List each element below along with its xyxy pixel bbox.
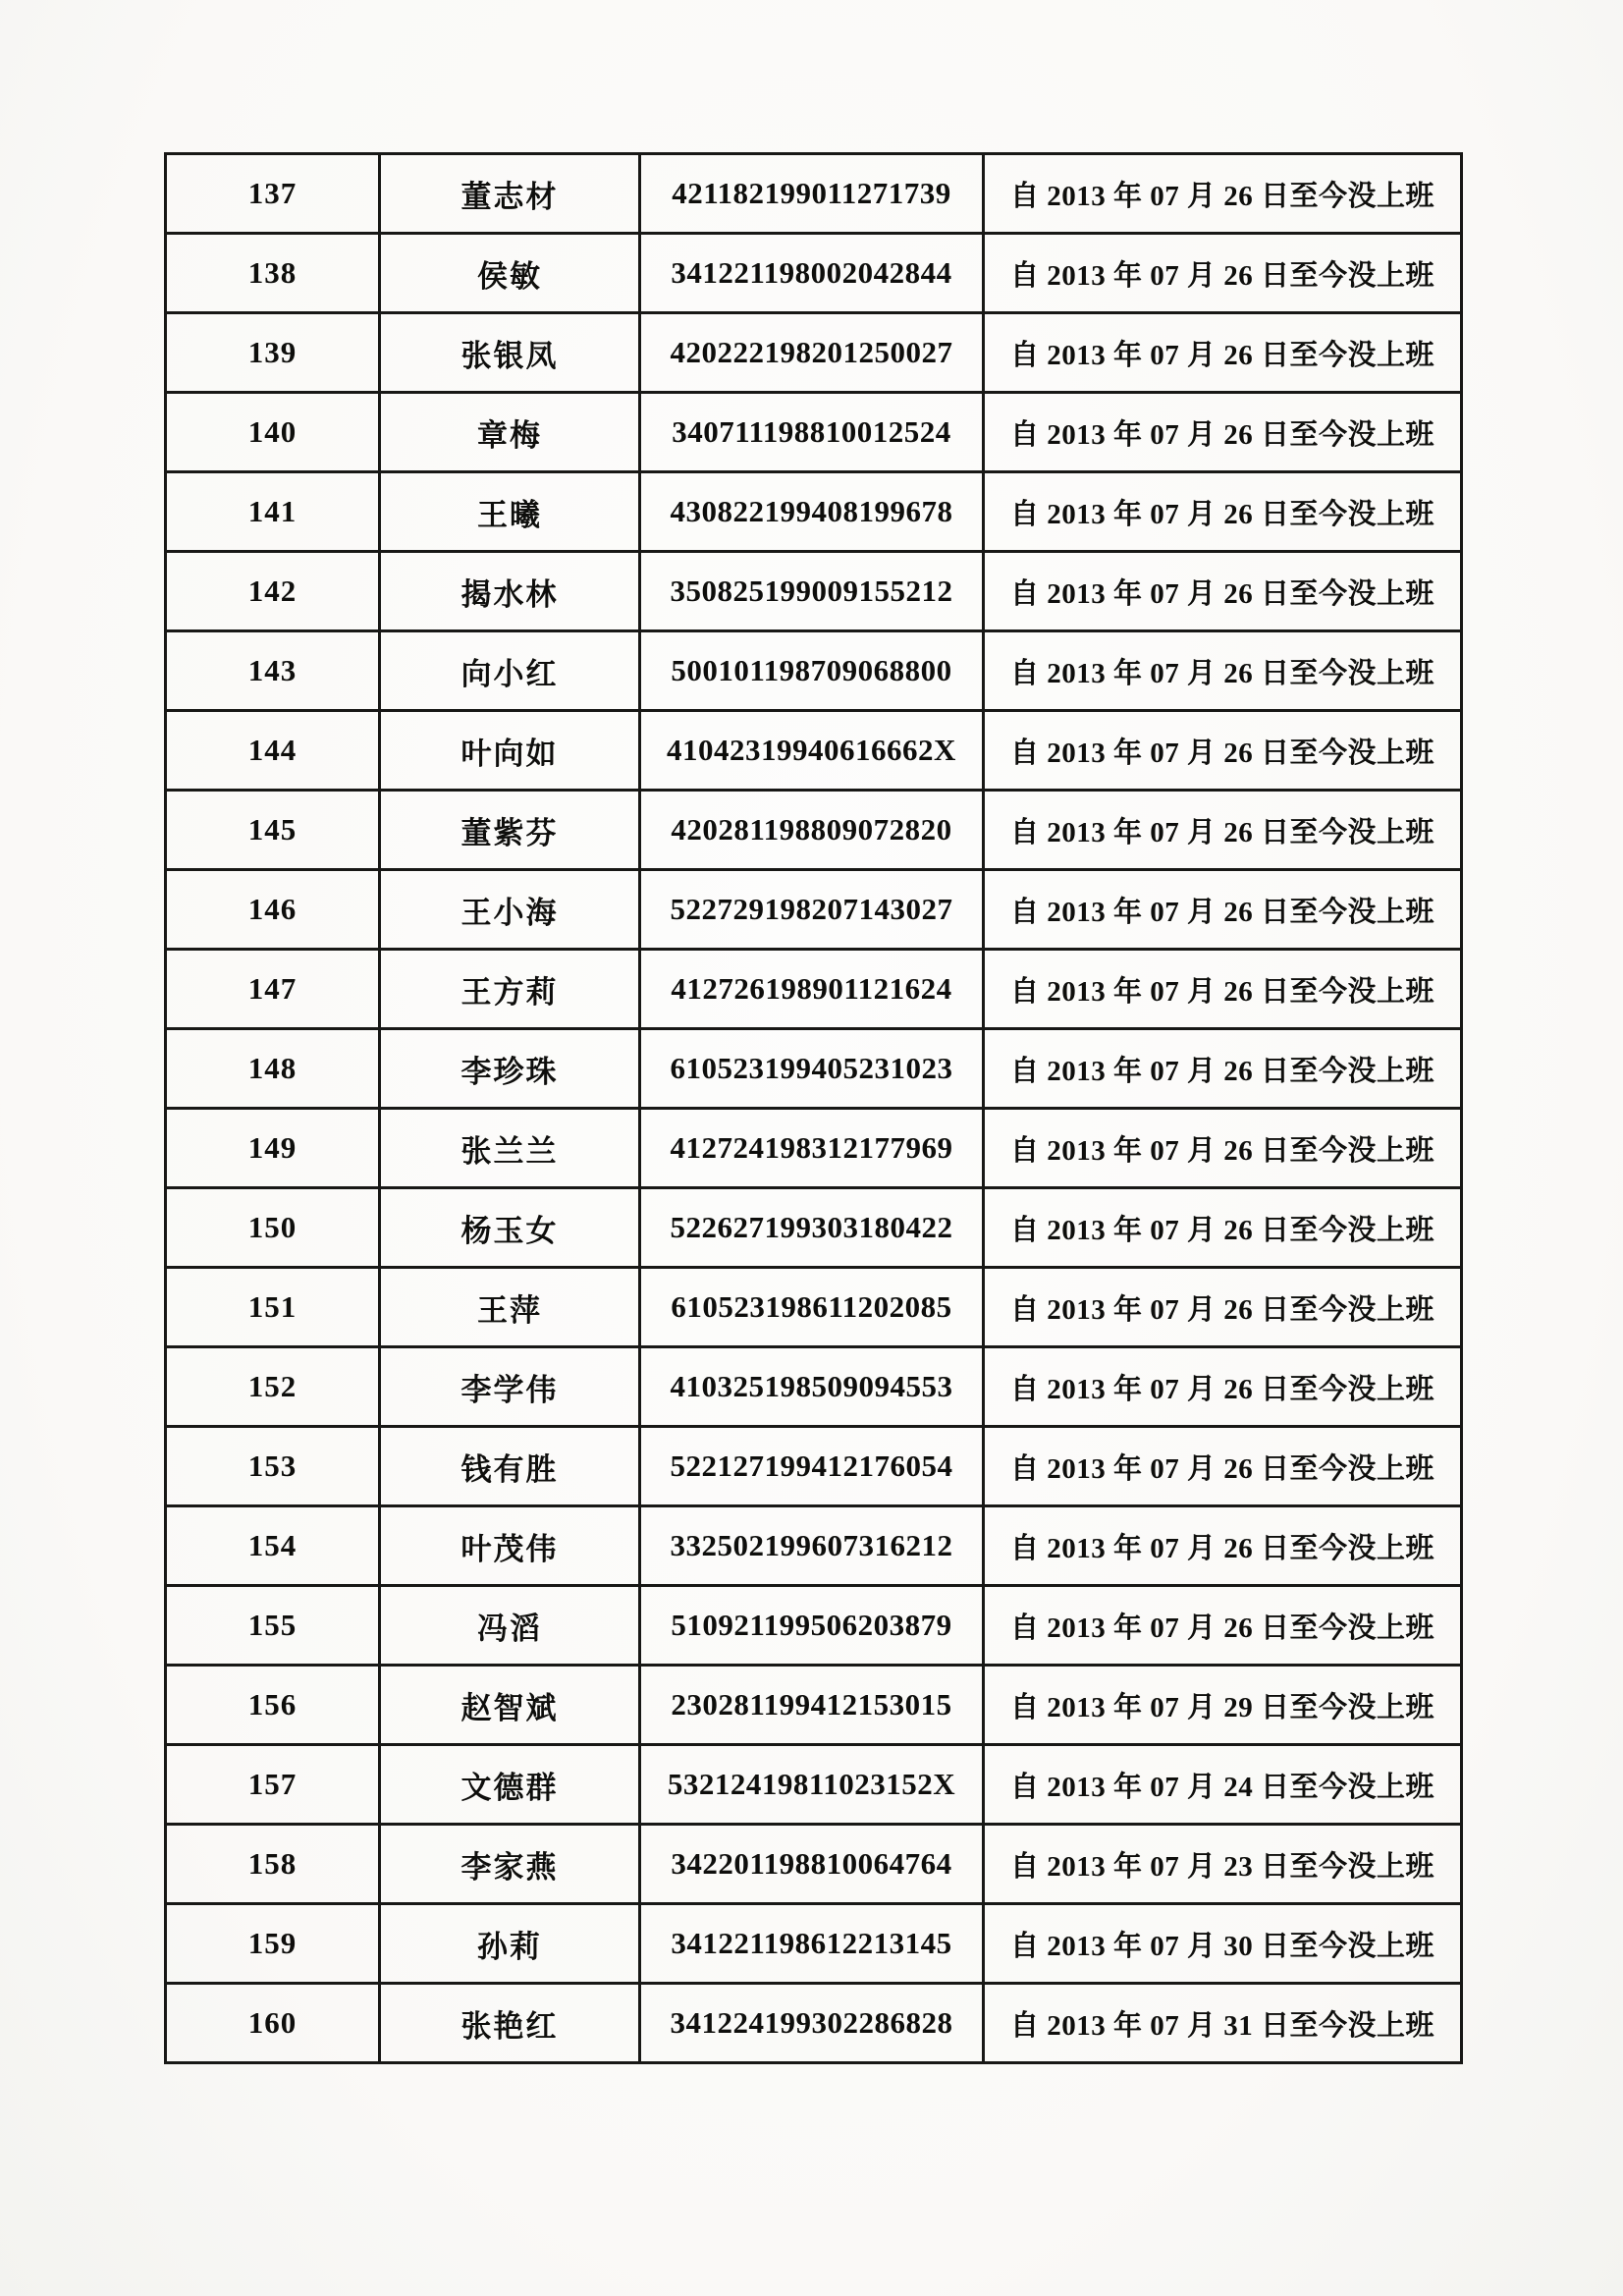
id-number-cell: 522729198207143027	[640, 870, 984, 950]
id-number-cell: 410325198509094553	[640, 1347, 984, 1427]
absence-status-cell: 自 2013 年 07 月 26 日至今没上班	[984, 1268, 1462, 1347]
id-number-cell: 421182199011271739	[640, 154, 984, 234]
table-row	[166, 393, 1462, 472]
id-number-cell: 430822199408199678	[640, 472, 984, 552]
row-number-cell: 151	[166, 1268, 380, 1347]
absence-status-cell: 自 2013 年 07 月 26 日至今没上班	[984, 950, 1462, 1029]
row-number-cell: 152	[166, 1347, 380, 1427]
person-name-cell: 张银凤	[380, 313, 640, 393]
person-name-cell: 董紫芬	[380, 791, 640, 870]
person-name-cell: 王方莉	[380, 950, 640, 1029]
row-number-cell: 158	[166, 1825, 380, 1904]
table-row	[166, 791, 1462, 870]
person-name-cell: 张艳红	[380, 1984, 640, 2063]
person-name-cell: 侯敏	[380, 234, 640, 313]
row-number-cell: 138	[166, 234, 380, 313]
absence-status-cell: 自 2013 年 07 月 26 日至今没上班	[984, 393, 1462, 472]
person-name-cell: 张兰兰	[380, 1109, 640, 1188]
row-number-cell: 141	[166, 472, 380, 552]
id-number-cell: 420281198809072820	[640, 791, 984, 870]
table-row	[166, 1109, 1462, 1188]
row-number-cell: 156	[166, 1666, 380, 1745]
absence-status-cell: 自 2013 年 07 月 26 日至今没上班	[984, 1109, 1462, 1188]
table-row	[166, 472, 1462, 552]
id-number-cell: 522627199303180422	[640, 1188, 984, 1268]
id-number-cell: 350825199009155212	[640, 552, 984, 631]
row-number-cell: 142	[166, 552, 380, 631]
row-number-cell: 147	[166, 950, 380, 1029]
id-number-cell: 522127199412176054	[640, 1427, 984, 1506]
id-number-cell: 610523198611202085	[640, 1268, 984, 1347]
table-row	[166, 154, 1462, 234]
id-number-cell: 412726198901121624	[640, 950, 984, 1029]
person-name-cell: 向小红	[380, 631, 640, 711]
table-row	[166, 1586, 1462, 1666]
absence-status-cell: 自 2013 年 07 月 26 日至今没上班	[984, 1427, 1462, 1506]
absence-status-cell: 自 2013 年 07 月 26 日至今没上班	[984, 1506, 1462, 1586]
id-number-cell: 53212419811023152X	[640, 1745, 984, 1825]
row-number-cell: 140	[166, 393, 380, 472]
id-number-cell: 230281199412153015	[640, 1666, 984, 1745]
absence-status-cell: 自 2013 年 07 月 30 日至今没上班	[984, 1904, 1462, 1984]
person-name-cell: 揭水林	[380, 552, 640, 631]
person-name-cell: 李学伟	[380, 1347, 640, 1427]
id-number-cell: 412724198312177969	[640, 1109, 984, 1188]
person-name-cell: 孙莉	[380, 1904, 640, 1984]
table-row	[166, 1506, 1462, 1586]
row-number-cell: 153	[166, 1427, 380, 1506]
absence-status-cell: 自 2013 年 07 月 26 日至今没上班	[984, 154, 1462, 234]
table-row	[166, 631, 1462, 711]
table-body	[166, 154, 1462, 2063]
absence-status-cell: 自 2013 年 07 月 26 日至今没上班	[984, 711, 1462, 791]
absence-status-cell: 自 2013 年 07 月 31 日至今没上班	[984, 1984, 1462, 2063]
absence-status-cell: 自 2013 年 07 月 29 日至今没上班	[984, 1666, 1462, 1745]
row-number-cell: 143	[166, 631, 380, 711]
row-number-cell: 149	[166, 1109, 380, 1188]
id-number-cell: 341224199302286828	[640, 1984, 984, 2063]
id-number-cell: 342201198810064764	[640, 1825, 984, 1904]
id-number-cell: 420222198201250027	[640, 313, 984, 393]
absence-status-cell: 自 2013 年 07 月 26 日至今没上班	[984, 552, 1462, 631]
table-row	[166, 950, 1462, 1029]
person-name-cell: 王曦	[380, 472, 640, 552]
id-number-cell: 610523199405231023	[640, 1029, 984, 1109]
id-number-cell: 332502199607316212	[640, 1506, 984, 1586]
id-number-cell: 510921199506203879	[640, 1586, 984, 1666]
person-name-cell: 冯滔	[380, 1586, 640, 1666]
table-row	[166, 1029, 1462, 1109]
absence-status-cell: 自 2013 年 07 月 26 日至今没上班	[984, 1188, 1462, 1268]
row-number-cell: 154	[166, 1506, 380, 1586]
table-row	[166, 870, 1462, 950]
absence-status-cell: 自 2013 年 07 月 26 日至今没上班	[984, 870, 1462, 950]
table-row	[166, 313, 1462, 393]
absence-status-cell: 自 2013 年 07 月 26 日至今没上班	[984, 472, 1462, 552]
row-number-cell: 139	[166, 313, 380, 393]
person-name-cell: 叶茂伟	[380, 1506, 640, 1586]
row-number-cell: 144	[166, 711, 380, 791]
absence-status-cell: 自 2013 年 07 月 24 日至今没上班	[984, 1745, 1462, 1825]
absence-status-cell: 自 2013 年 07 月 26 日至今没上班	[984, 234, 1462, 313]
person-name-cell: 董志材	[380, 154, 640, 234]
person-name-cell: 赵智斌	[380, 1666, 640, 1745]
person-name-cell: 章梅	[380, 393, 640, 472]
row-number-cell: 146	[166, 870, 380, 950]
row-number-cell: 137	[166, 154, 380, 234]
table-row	[166, 1984, 1462, 2063]
table-row	[166, 1347, 1462, 1427]
id-number-cell: 341221198002042844	[640, 234, 984, 313]
id-number-cell: 341221198612213145	[640, 1904, 984, 1984]
absence-status-cell: 自 2013 年 07 月 23 日至今没上班	[984, 1825, 1462, 1904]
id-number-cell: 500101198709068800	[640, 631, 984, 711]
table-row	[166, 1666, 1462, 1745]
table-row	[166, 711, 1462, 791]
absence-status-cell: 自 2013 年 07 月 26 日至今没上班	[984, 1586, 1462, 1666]
table-row	[166, 1268, 1462, 1347]
id-number-cell: 340711198810012524	[640, 393, 984, 472]
row-number-cell: 148	[166, 1029, 380, 1109]
table-row	[166, 1427, 1462, 1506]
absence-status-cell: 自 2013 年 07 月 26 日至今没上班	[984, 1347, 1462, 1427]
absence-status-cell: 自 2013 年 07 月 26 日至今没上班	[984, 313, 1462, 393]
absence-roster-table	[164, 152, 1463, 2064]
id-number-cell: 41042319940616662X	[640, 711, 984, 791]
table-row	[166, 1904, 1462, 1984]
table-row	[166, 1745, 1462, 1825]
person-name-cell: 王小海	[380, 870, 640, 950]
row-number-cell: 145	[166, 791, 380, 870]
table-row	[166, 552, 1462, 631]
row-number-cell: 159	[166, 1904, 380, 1984]
absence-status-cell: 自 2013 年 07 月 26 日至今没上班	[984, 631, 1462, 711]
person-name-cell: 李珍珠	[380, 1029, 640, 1109]
person-name-cell: 杨玉女	[380, 1188, 640, 1268]
person-name-cell: 王萍	[380, 1268, 640, 1347]
table-row	[166, 234, 1462, 313]
person-name-cell: 李家燕	[380, 1825, 640, 1904]
person-name-cell: 叶向如	[380, 711, 640, 791]
row-number-cell: 150	[166, 1188, 380, 1268]
table-row	[166, 1188, 1462, 1268]
row-number-cell: 155	[166, 1586, 380, 1666]
absence-status-cell: 自 2013 年 07 月 26 日至今没上班	[984, 791, 1462, 870]
table-row	[166, 1825, 1462, 1904]
person-name-cell: 钱有胜	[380, 1427, 640, 1506]
person-name-cell: 文德群	[380, 1745, 640, 1825]
row-number-cell: 160	[166, 1984, 380, 2063]
absence-status-cell: 自 2013 年 07 月 26 日至今没上班	[984, 1029, 1462, 1109]
row-number-cell: 157	[166, 1745, 380, 1825]
